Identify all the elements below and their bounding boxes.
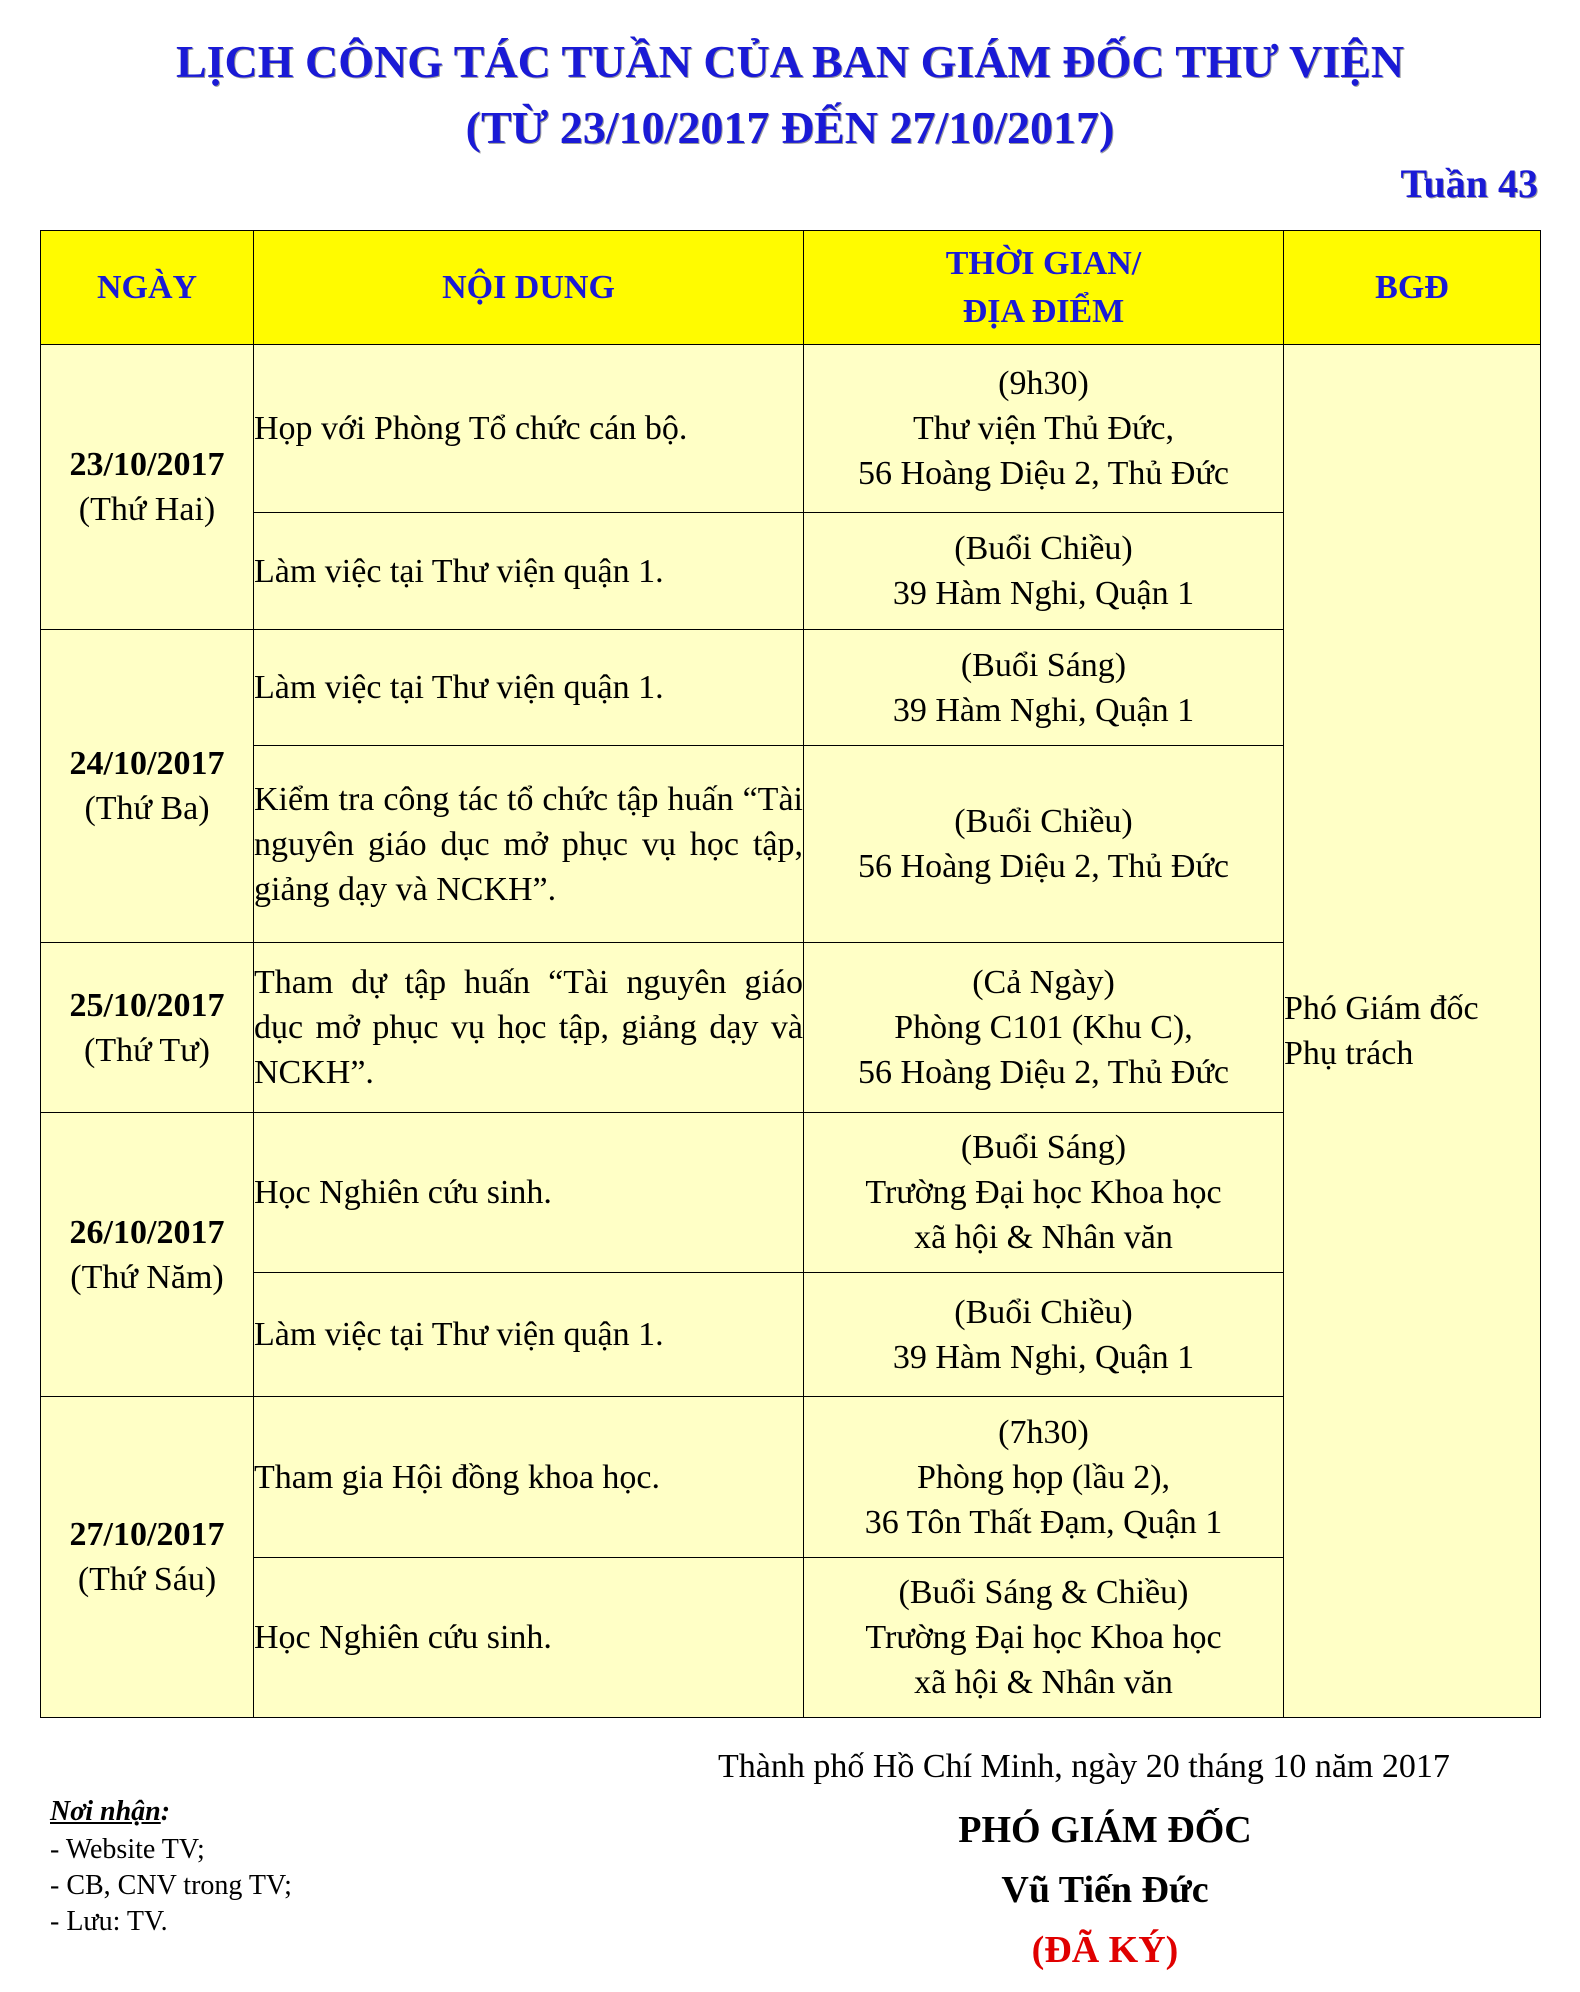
place-line: 36 Tôn Thất Đạm, Quận 1	[864, 1503, 1223, 1541]
place-line: 56 Hoàng Diệu 2, Thủ Đức	[858, 455, 1229, 492]
content-text: Kiểm tra công tác tổ chức tập huấn “Tài nguyên giáo dục mở phục vụ học tập, giảng dạy và NCKH”.	[254, 780, 803, 908]
day-date: 24/10/2017	[69, 745, 225, 782]
content-text: Họp với Phòng Tổ chức cán bộ.	[254, 410, 688, 447]
content-cell	[254, 345, 804, 513]
day-weekday: (Thứ Tư)	[84, 1031, 210, 1069]
signer-name: Vũ Tiến Đức	[1001, 1869, 1209, 1911]
header-time-place-line1: THỜI GIAN/	[945, 244, 1142, 282]
day-cell	[41, 943, 254, 1113]
bgd-cell	[1284, 345, 1541, 1718]
place-line: Phòng C101 (Khu C),	[894, 1009, 1193, 1046]
place-line: (Buổi Sáng)	[960, 1129, 1127, 1166]
place-line: (7h30)	[998, 1413, 1089, 1451]
place-line: 56 Hoàng Diệu 2, Thủ Đức	[858, 848, 1229, 885]
place-line: Phòng họp (lầu 2),	[916, 1458, 1171, 1496]
content-text: Làm việc tại Thư viện quận 1.	[254, 669, 664, 706]
content-cell	[254, 1558, 804, 1718]
day-cell	[41, 1113, 254, 1397]
day-date: 25/10/2017	[69, 986, 225, 1024]
day-date: 23/10/2017	[69, 446, 225, 483]
place-line: (9h30)	[998, 365, 1089, 402]
content-cell	[254, 630, 804, 746]
table-header-row	[41, 231, 1541, 345]
place-cell	[804, 1113, 1284, 1273]
content-cell	[254, 1113, 804, 1273]
place-line: (Buổi Chiều)	[954, 803, 1133, 840]
content-text: Làm việc tại Thư viện quận 1.	[254, 1316, 664, 1353]
place-line: Trường Đại học Khoa học	[865, 1619, 1222, 1656]
content-cell	[254, 513, 804, 630]
place-line: (Buổi Sáng & Chiều)	[898, 1574, 1189, 1611]
content-cell	[254, 1397, 804, 1558]
place-cell	[804, 943, 1284, 1113]
place-line: 56 Hoàng Diệu 2, Thủ Đức	[858, 1054, 1229, 1091]
page-title: LỊCH CÔNG TÁC TUẦN CỦA BAN GIÁM ĐỐC THƯ VIỆN	[175, 36, 1405, 87]
place-line: (Buổi Chiều)	[954, 1293, 1133, 1331]
content-text: Học Nghiên cứu sinh.	[254, 1619, 552, 1656]
day-weekday: (Thứ Hai)	[78, 491, 216, 528]
week-number: Tuần 43	[1400, 161, 1538, 206]
schedule-table	[40, 230, 1541, 1718]
content-text: Học Nghiên cứu sinh.	[254, 1174, 552, 1211]
header-bgd: BGĐ	[1284, 231, 1541, 345]
header-content: NỘI DUNG	[254, 231, 804, 345]
table-row	[41, 345, 1541, 513]
place-line: (Buổi Sáng)	[960, 646, 1127, 684]
content-cell	[254, 1273, 804, 1397]
day-cell	[41, 345, 254, 630]
place-line: 39 Hàm Nghi, Quận 1	[892, 691, 1195, 729]
day-cell	[41, 1397, 254, 1718]
day-date: 26/10/2017	[69, 1213, 225, 1251]
page-subtitle-date-range: (TỪ 23/10/2017 ĐẾN 27/10/2017)	[465, 102, 1115, 153]
recipient-item: - Website TV;	[50, 1834, 205, 1865]
place-line: Trường Đại học Khoa học	[865, 1174, 1222, 1211]
recipients-title-colon: :	[160, 1796, 171, 1827]
signed-mark: (ĐÃ KÝ)	[1031, 1929, 1179, 1971]
place-cell	[804, 746, 1284, 943]
content-text: Tham gia Hội đồng khoa học.	[254, 1458, 661, 1496]
header-day: NGÀY	[41, 231, 254, 345]
place-cell	[804, 1558, 1284, 1718]
day-weekday: (Thứ Sáu)	[77, 1561, 217, 1598]
place-cell	[804, 345, 1284, 513]
place-line: (Buổi Chiều)	[954, 530, 1133, 567]
place-line: (Cả Ngày)	[972, 964, 1115, 1001]
place-cell	[804, 1397, 1284, 1558]
schedule-body	[41, 345, 1541, 1718]
place-line: Thư viện Thủ Đức,	[913, 410, 1174, 447]
content-text: Làm việc tại Thư viện quận 1.	[254, 552, 664, 590]
header-time-place-line2: ĐỊA ĐIỂM	[962, 292, 1125, 330]
header-time-place	[804, 231, 1284, 345]
bgd-line: Phụ trách	[1284, 1035, 1414, 1072]
place-cell	[804, 513, 1284, 630]
place-line: xã hội & Nhân văn	[914, 1219, 1173, 1256]
day-weekday: (Thứ Năm)	[70, 1258, 224, 1296]
place-line: xã hội & Nhân văn	[914, 1664, 1173, 1701]
content-cell	[254, 746, 804, 943]
place-cell	[804, 1273, 1284, 1397]
place-line: 39 Hàm Nghi, Quận 1	[892, 1338, 1195, 1376]
recipient-item: - Lưu: TV.	[50, 1906, 168, 1937]
day-cell	[41, 630, 254, 943]
recipients-title	[50, 1796, 170, 1828]
bgd-line: Phó Giám đốc	[1284, 990, 1479, 1027]
day-date: 27/10/2017	[69, 1516, 225, 1553]
day-weekday: (Thứ Ba)	[84, 790, 210, 827]
content-cell	[254, 943, 804, 1113]
issue-date-line: Thành phố Hồ Chí Minh, ngày 20 tháng 10 năm 2017	[718, 1748, 1450, 1785]
signer-position: PHÓ GIÁM ĐỐC	[958, 1809, 1252, 1851]
place-line: 39 Hàm Nghi, Quận 1	[892, 575, 1195, 612]
content-text: Tham dự tập huấn “Tài nguyên giáo dục mở phục vụ học tập, giảng dạy và NCKH”.	[254, 964, 803, 1091]
place-cell	[804, 630, 1284, 746]
recipients-title-text: Nơi nhận	[50, 1796, 161, 1827]
recipient-item: - CB, CNV trong TV;	[50, 1870, 292, 1901]
